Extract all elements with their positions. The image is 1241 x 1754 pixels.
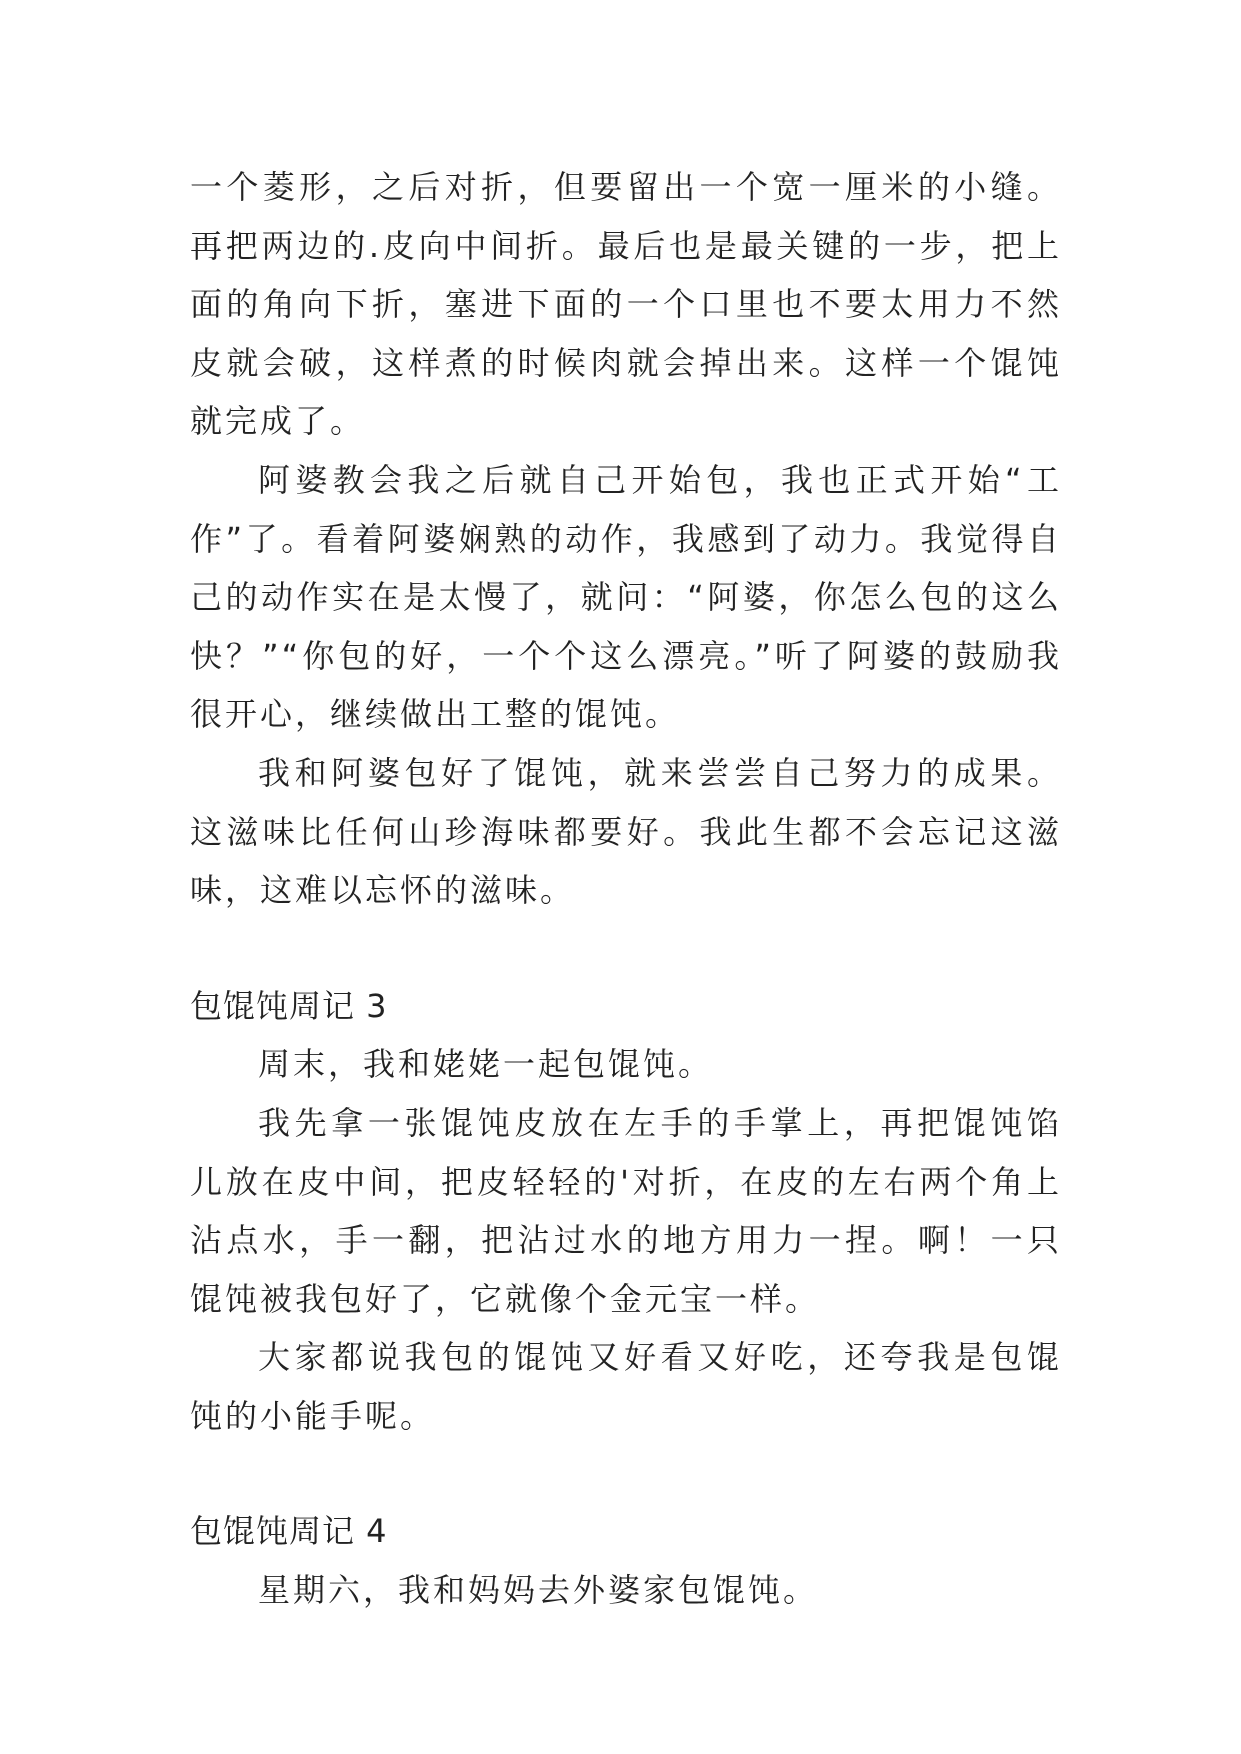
section-4: [190, 1502, 1062, 1619]
section-title: 包馄饨周记 4: [190, 1512, 388, 1551]
paragraph: 周末，我和姥姥一起包馄饨。: [258, 1045, 714, 1084]
paragraph: 我先拿一张馄饨皮放在左手的手掌上，再把馄饨馅儿放在皮中间，把皮轻轻的'对折，在皮的左右两个角上沾点水，手一翻，把沾过水的地方用力一捏。啊！一只馄饨被我包好了，它就像个金元宝一样。: [190, 1103, 1062, 1318]
paragraph: 星期六，我和妈妈去外婆家包馄饨。: [258, 1571, 819, 1610]
section-3: [190, 977, 1062, 1446]
paragraph-start-working: 阿婆教会我之后就自己开始包，我也正式开始“工作”了。看着阿婆娴熟的动作，我感到了动力。我觉得自己的动作实在是太慢了，就问：“阿婆，你怎么包的这么快？”“你包的好，一个个这么漂亮。”听了阿婆的鼓励我很开心，继续做出工整的馄饨。: [190, 460, 1062, 734]
paragraph: 大家都说我包的馄饨又好看又好吃，还夸我是包馄饨的小能手呢。: [190, 1338, 1062, 1435]
document-page: [190, 158, 1062, 1620]
section-title: 包馄饨周记 3: [190, 986, 388, 1025]
paragraph-folding-steps: 一个菱形，之后对折，但要留出一个宽一厘米的小缝。再把两边的.皮向中间折。最后也是最关键的一步，把上面的角向下折，塞进下面的一个口里也不要太用力不然皮就会破，这样煮的时候肉就会掉出来。这样一个馄饨就完成了。: [190, 168, 1062, 441]
paragraph-taste-result: 我和阿婆包好了馄饨，就来尝尝自己努力的成果。这滋味比任何山珍海味都要好。我此生都不会忘记这滋味，这难以忘怀的滋味。: [190, 753, 1062, 910]
